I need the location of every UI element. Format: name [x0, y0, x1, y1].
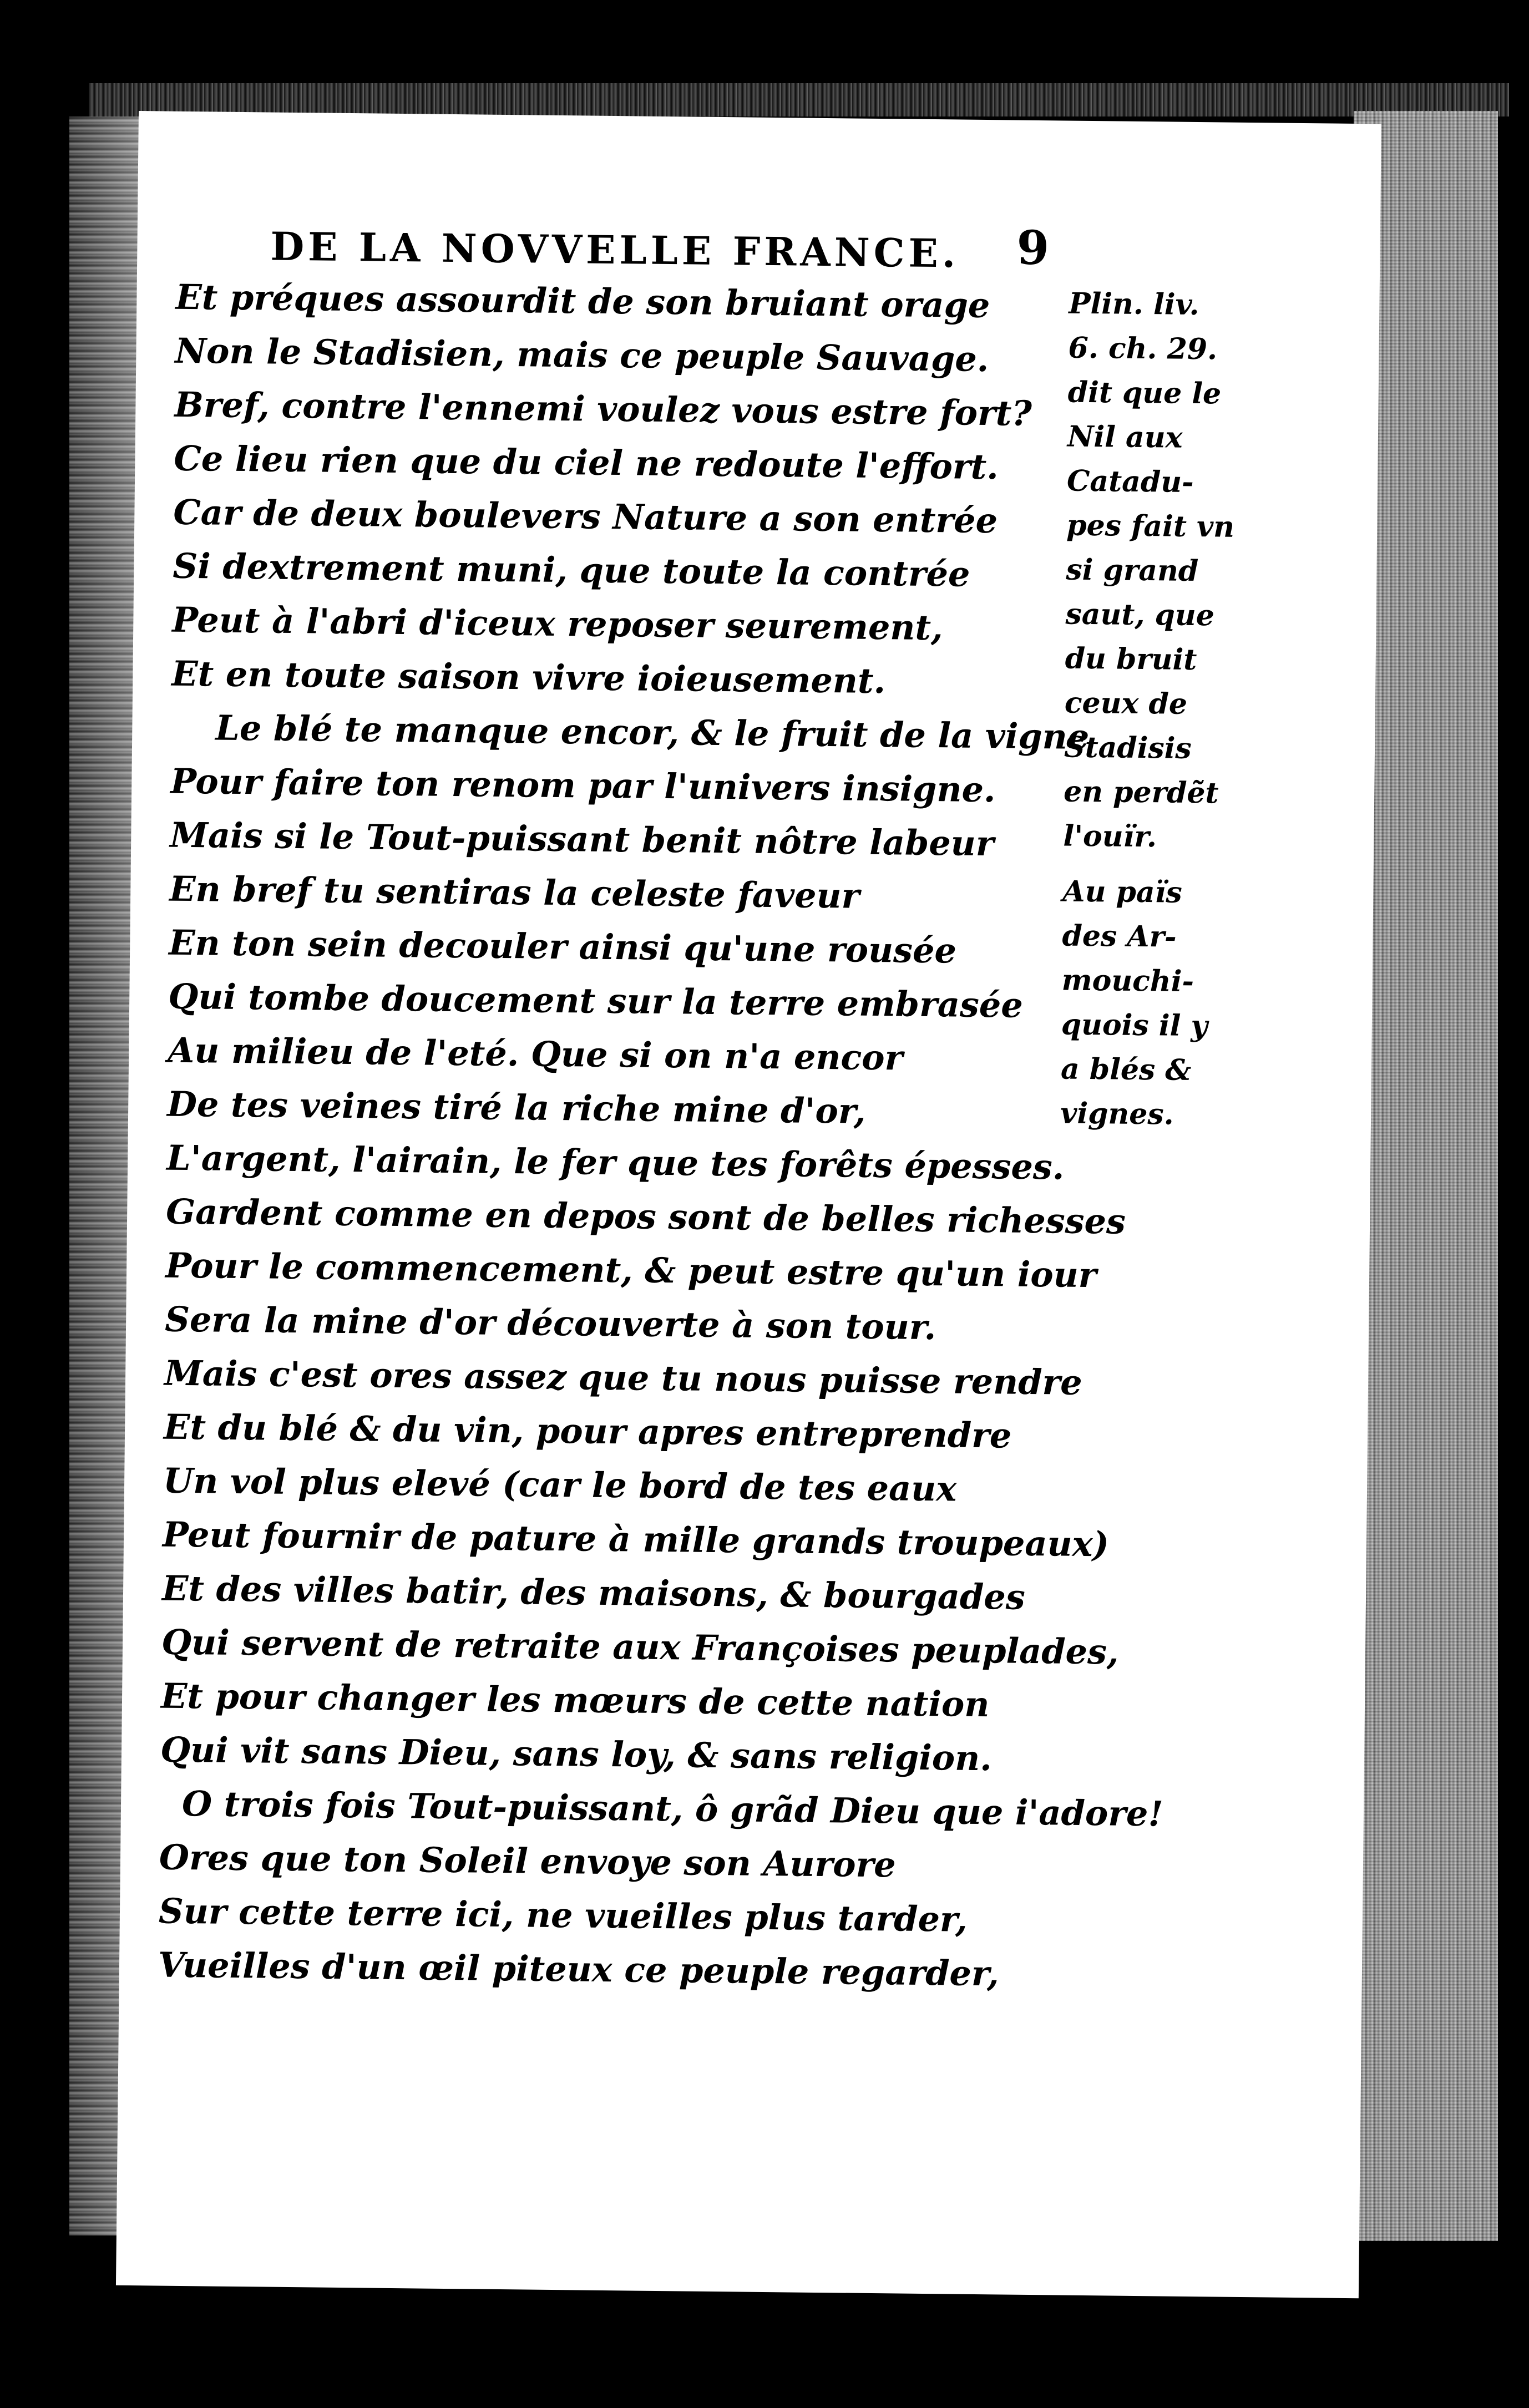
margin-note-line: saut, que: [1065, 597, 1215, 633]
verse-line: Gardent comme en depos sont de belles richesses: [165, 1191, 1126, 1242]
margin-note-line: 6. ch. 29.: [1068, 331, 1218, 367]
verse-line: Et en toute saison vivre ioieusement.: [171, 653, 886, 702]
margin-note-line: Catadu-: [1066, 464, 1194, 499]
verse-line: Sera la mine d'or découverte à son tour.: [164, 1299, 936, 1348]
verse-line: Ce lieu rien que du ciel ne redoute l'effort.: [174, 438, 999, 488]
verse-line: Mais c'est ores assez que tu nous puisse rendre: [164, 1352, 1083, 1403]
margin-note-line: mouchi-: [1061, 963, 1194, 999]
verse-line: Qui tombe doucement sur la terre embrasée: [168, 976, 1024, 1026]
margin-note-line: en perdẽt: [1063, 774, 1219, 810]
verse-line: Peut fournir de pature à mille grands troupeaux): [162, 1514, 1110, 1565]
verse-line: Pour le commencement, & peut estre qu'un iour: [165, 1245, 1097, 1296]
verse-line: Si dextrement muni, que toute la contrée: [173, 545, 970, 595]
verse-line: O trois fois Tout-puissant, ô grãd Dieu que i'adore!: [181, 1783, 1164, 1834]
verse-line: En bref tu sentiras la celeste faveur: [169, 868, 860, 916]
margin-note-line: vignes.: [1060, 1096, 1174, 1132]
verse-line: Au milieu de l'eté. Que si on n'a encor: [167, 1030, 903, 1078]
verse-line: Ores que ton Soleil envoye son Aurore: [159, 1837, 897, 1885]
margin-note-line: a blés &: [1060, 1052, 1192, 1087]
page-number: 9: [1016, 220, 1050, 276]
margin-note-line: du bruit: [1065, 641, 1197, 677]
verse-line: De tes veines tiré la riche mine d'or,: [166, 1083, 866, 1132]
verse-line: Un vol plus elevé (car le bord de tes eaux: [163, 1460, 957, 1509]
book-page: [116, 111, 1381, 2298]
margin-note-line: ceux de: [1064, 686, 1188, 721]
verse-line: Qui servent de retraite aux Françoises peuplades,: [161, 1621, 1119, 1672]
margin-note-line: pes fait vn: [1066, 508, 1235, 544]
verse-line: Sur cette terre ici, ne vueilles plus tarder,: [158, 1890, 968, 1940]
verse-line: Car de deux boulevers Nature a son entrée: [173, 491, 998, 541]
page-top-edge: [89, 83, 1509, 116]
margin-notes: [1060, 282, 1258, 1132]
margin-note-line: l'ouïr.: [1063, 819, 1157, 854]
verse-line: Et préques assourdit de son bruiant orage: [175, 276, 990, 326]
verse-line: Vueilles d'un œil piteux ce peuple regarder,: [158, 1944, 1000, 1994]
verse-line: Bref, contre l'ennemi voulez vous estre fort?: [174, 384, 1032, 434]
verse-line: Pour faire ton renom par l'univers insigne.: [170, 761, 996, 810]
verse-line: Et pour changer les mœurs de cette nation: [160, 1675, 990, 1725]
running-head: DE LA NOVVELLE FRANCE.: [270, 223, 960, 277]
verse-line: Le blé te manque encor, & le fruit de la vigne: [215, 707, 1090, 758]
verse-line: Mais si le Tout-puissant benit nôtre labeur: [169, 814, 994, 864]
verse-line: Et des villes batir, des maisons, & bourgades: [161, 1568, 1026, 1618]
verse-line: Non le Stadisien, mais ce peuple Sauvage.: [175, 330, 989, 380]
margin-note-line: Nil aux: [1067, 419, 1183, 455]
margin-note-line: dit que le: [1067, 375, 1222, 411]
margin-note-line: quois il y: [1061, 1007, 1208, 1043]
verse-line: Qui vit sans Dieu, sans loy, & sans religion.: [160, 1729, 993, 1779]
verse-line: En ton sein decouler ainsi qu'une rousée: [168, 922, 957, 971]
verse-line: Et du blé & du vin, pour apres entreprendre: [163, 1406, 1012, 1456]
margin-note-line: si grand: [1066, 552, 1199, 589]
margin-note-line: Au païs: [1062, 874, 1183, 910]
verse-line: Peut à l'abri d'iceux reposer seurement,: [172, 599, 944, 648]
verse-line: L'argent, l'airain, le fer que tes forêts épesses.: [166, 1137, 1065, 1188]
margin-note-line: des Ar-: [1062, 919, 1177, 954]
margin-note-line: Stadisis: [1064, 730, 1192, 766]
margin-note-line: Plin. liv.: [1069, 286, 1199, 322]
